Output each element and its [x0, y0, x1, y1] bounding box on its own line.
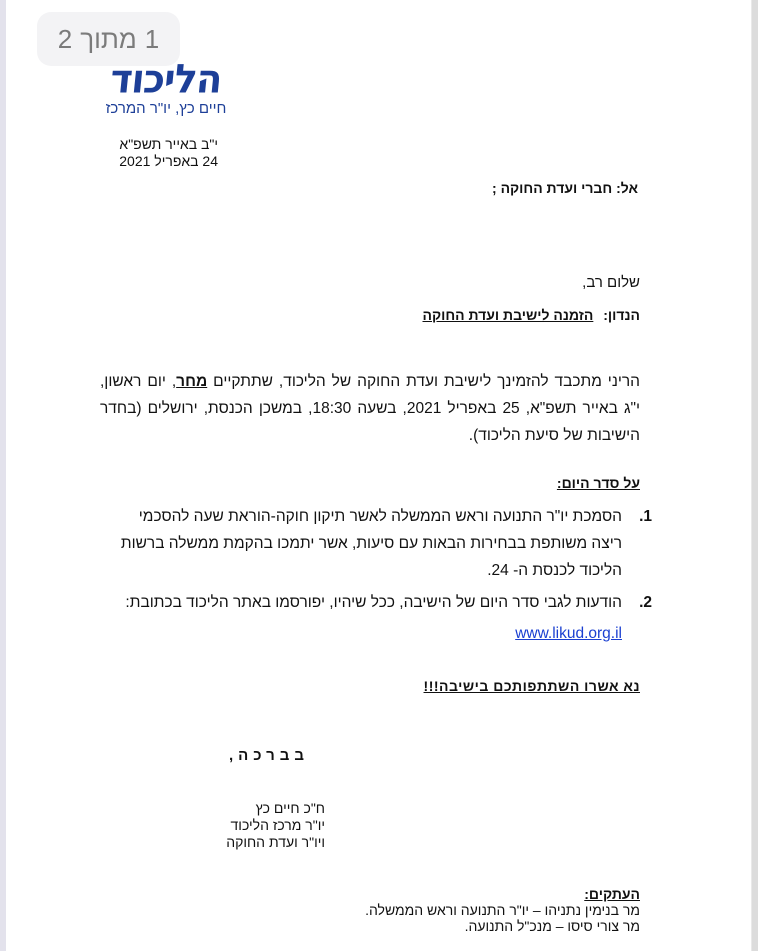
- cc-block: [365, 886, 640, 934]
- agenda-item-number: 2.: [639, 594, 652, 611]
- signatory-name: ח"כ חיים כץ: [255, 800, 325, 816]
- to-value: חברי ועדת החוקה ;: [492, 180, 613, 196]
- subject-value: הזמנה לישיבת ועדת החוקה: [422, 307, 594, 323]
- body-emphasis: מחר: [176, 373, 208, 390]
- signatory-role-1: יו"ר מרכז הליכוד: [230, 817, 325, 833]
- logo-wordmark: הליכוד: [108, 55, 224, 103]
- to-label: אל:: [616, 180, 638, 196]
- subject-line: [423, 307, 641, 323]
- body-text-1: הריני מתכבד להזמינך לישיבת ועדת החוקה של הליכוד, שתתקיים: [207, 373, 640, 390]
- invitation-paragraph: [100, 368, 640, 449]
- viewer-left-edge: [0, 0, 6, 951]
- page-current: 1: [144, 23, 160, 54]
- agenda-item-text: הודעות לגבי סדר היום של הישיבה, ככל שיהיו, יפורסמו באתר הליכוד בכתובת:: [125, 594, 622, 611]
- cc-line: מר בנימין נתניהו – יו"ר התנועה וראש הממשלה.: [365, 902, 640, 918]
- signatory-role-2: ויו"ר ועדת החוקה: [226, 834, 325, 850]
- rsvp-request: נא אשרו השתתפותכם בישיבה!!!: [423, 678, 640, 694]
- date-gregorian: 24 באפריל 2021: [119, 153, 218, 169]
- agenda-item-text: הסמכת יו"ר התנועה וראש הממשלה לאשר תיקון חוקה-הוראת שעה להסכמי ריצה משותפת בבחירות הבאות עם סיעות, אשר יתמכו בהקמת ממשלה ברשות הליכוד לכנסת ה- 24.: [120, 508, 622, 579]
- cc-line: מר צורי סיסו – מנכ"ל התנועה.: [464, 918, 640, 934]
- recipient-line: [492, 180, 638, 196]
- page-total: 2: [57, 23, 73, 54]
- body-text-2: , יום ראשון, י"ג באייר תשפ"א, 25 באפריל 2021, בשעה 18:30, במשכן הכנסת, ירושלים (בחדר הישיבות של סיעת הליכוד).: [100, 373, 641, 444]
- likud-website-link[interactable]: www.likud.org.il: [515, 625, 622, 642]
- greeting: שלום רב,: [582, 274, 640, 291]
- signature-block: [226, 800, 325, 851]
- agenda-item: [112, 503, 652, 584]
- closing-salutation: בברכה,: [228, 747, 309, 764]
- agenda-title: על סדר היום:: [556, 475, 640, 491]
- subject-label: הנדון:: [603, 307, 640, 323]
- cc-title: העתקים:: [584, 886, 640, 902]
- letter-date: [112, 136, 218, 170]
- date-hebrew: י"ב באייר תשפ"א: [119, 136, 218, 152]
- page-separator: מתוך: [80, 23, 137, 54]
- viewer-scrollbar[interactable]: [751, 0, 758, 951]
- logo-subtitle: חיים כץ, יו"ר המרכז: [105, 100, 227, 117]
- agenda-item: [112, 589, 652, 647]
- likud-logo: [105, 55, 227, 118]
- agenda-item-number: 1.: [639, 508, 652, 525]
- agenda-list: [112, 503, 652, 652]
